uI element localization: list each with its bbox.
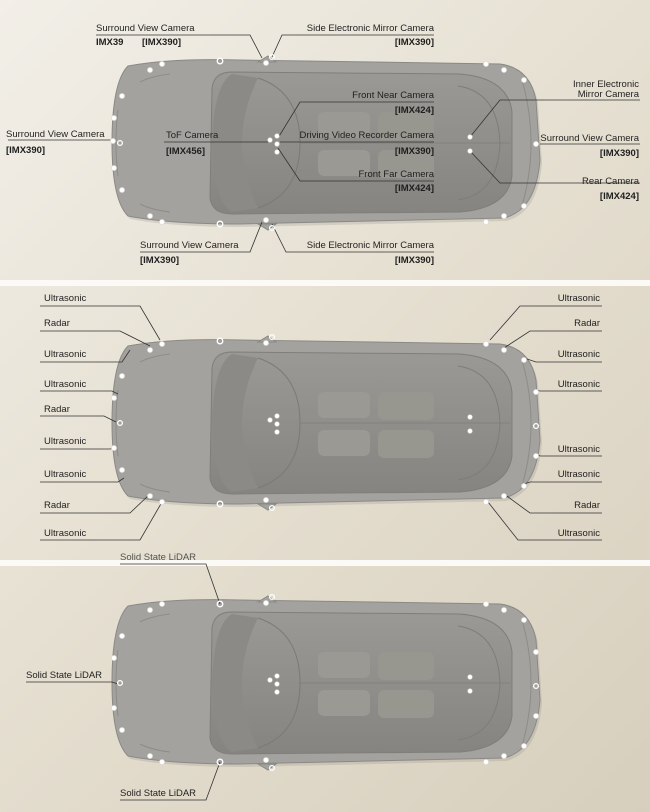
- label-right-8: Ultrasonic: [557, 528, 600, 539]
- label-right-1: Ultrasonic: [557, 293, 600, 304]
- label-surround-view-right: Surround View Camera: [540, 133, 639, 144]
- code-front-far: [IMX424]: [394, 183, 434, 194]
- label-driving-recorder-camera: Driving Video Recorder Camera: [299, 130, 434, 141]
- car-top-view: [112, 336, 542, 510]
- car-top-view: [112, 596, 542, 770]
- label-left-4: Ultrasonic: [44, 379, 87, 390]
- camera-diagram: [0, 0, 650, 282]
- label-right-3: Ultrasonic: [557, 349, 600, 360]
- code-front-near: [IMX424]: [394, 105, 434, 116]
- label-rear-camera: Rear Camera: [581, 176, 639, 187]
- label-left-7: Ultrasonic: [44, 469, 87, 480]
- code-surround-view-bottom: [IMX390]: [140, 255, 180, 266]
- label-front-near-camera: Front Near Camera: [352, 90, 434, 101]
- label-left-9: Ultrasonic: [44, 528, 87, 539]
- code-driving-recorder: [IMX390]: [394, 146, 434, 157]
- lidar-panel: [0, 552, 650, 812]
- code-surround-view-left: [IMX390]: [6, 145, 46, 156]
- label-left-2: Radar: [44, 318, 70, 329]
- car-top-view: [112, 56, 542, 230]
- label-left-6: Ultrasonic: [44, 436, 87, 447]
- label-front-far-camera: Front Far Camera: [358, 169, 434, 180]
- label-inner-mirror-line1: Inner Electronic: [572, 79, 639, 90]
- label-right-6: Ultrasonic: [557, 469, 600, 480]
- camera-layout-panel: [0, 0, 650, 282]
- code-surround-view-right: [IMX390]: [599, 148, 639, 159]
- radar-diagram: [0, 282, 650, 560]
- label-right-5: Ultrasonic: [557, 444, 600, 455]
- label-surround-view-camera-top-partial: Surround View Camera: [96, 23, 195, 34]
- lidar-diagram: [0, 552, 650, 812]
- code-tof: [IMX456]: [166, 146, 206, 157]
- code-side-mirror-bottom: [IMX390]: [394, 255, 434, 266]
- label-side-mirror-camera-bottom: Side Electronic Mirror Camera: [306, 240, 434, 251]
- label-surround-view-bottom: Surround View Camera: [140, 240, 239, 251]
- label-left-8: Radar: [44, 500, 70, 511]
- label-side-mirror-camera-top: Side Electronic Mirror Camera: [306, 23, 434, 34]
- code-truncated: IMX39: [96, 37, 124, 48]
- code-rear: [IMX424]: [599, 191, 639, 202]
- label-left-5: Radar: [44, 404, 70, 415]
- code-surround-view-top: [IMX390]: [142, 37, 182, 48]
- label-right-7: Radar: [574, 500, 600, 511]
- label-left-3: Ultrasonic: [44, 349, 87, 360]
- label-left-1: Ultrasonic: [44, 293, 87, 304]
- label-lidar-bottom: Solid State LiDAR: [120, 788, 197, 799]
- radar-ultrasonic-panel: [0, 282, 650, 560]
- label-tof-camera: ToF Camera: [166, 130, 219, 141]
- label-surround-view-left: Surround View Camera: [6, 129, 105, 140]
- label-right-2: Radar: [574, 318, 600, 329]
- label-right-4: Ultrasonic: [557, 379, 600, 390]
- label-lidar-top: Solid State LiDAR: [120, 552, 197, 563]
- label-lidar-side: Solid State LiDAR: [26, 670, 103, 681]
- code-side-mirror-top: [IMX390]: [394, 37, 434, 48]
- label-inner-mirror-line2: Mirror Camera: [577, 89, 639, 100]
